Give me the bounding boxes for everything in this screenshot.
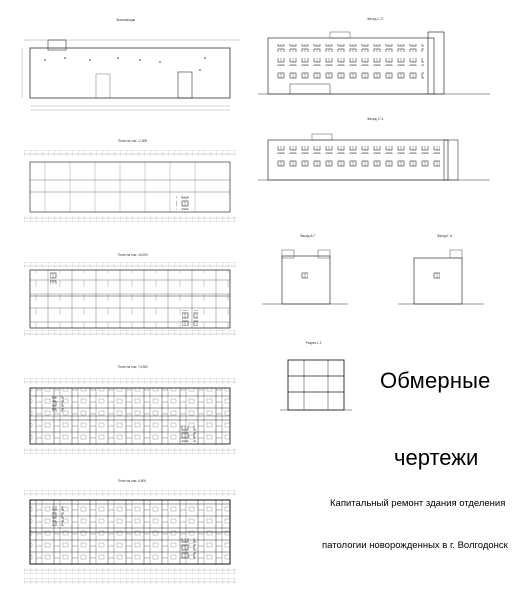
plan-basement-drawing: [24, 139, 236, 222]
facade-side-b-drawing: [398, 234, 484, 304]
subtitle-line-2: патологии новорожденных в г. Волгодонск: [322, 540, 508, 551]
title-line-1: Обмерные: [380, 368, 491, 393]
facade-main-label: Фасад 1-17: [367, 17, 384, 21]
subtitle-line-1: Капитальный ремонт здания отделения: [330, 498, 506, 509]
title-line-2: чертежи: [394, 445, 479, 470]
section-drawing: [280, 341, 352, 410]
facade-side-b-label: Фасад Г-А: [437, 234, 453, 238]
plan-ground-drawing: [24, 253, 236, 336]
plan-first-label: План на отм. +3,300: [118, 365, 148, 369]
facade-side-a-label: Фасад А-Г: [300, 234, 316, 238]
plan-first-drawing: [24, 365, 236, 454]
roof-plan-label: Экспликация: [116, 18, 136, 22]
facade-rear-drawing: [258, 117, 490, 180]
plan-second-drawing: [24, 479, 236, 584]
facade-side-a-drawing: [262, 234, 348, 304]
facade-main-drawing: [258, 17, 490, 94]
plan-ground-label: План на отм. ±0,000: [118, 253, 148, 257]
plan-basement-label: План на отм. -2,500: [118, 139, 148, 143]
plan-second-label: План на отм. 6,600: [118, 479, 147, 483]
facade-rear-label: Фасад 17-1: [367, 117, 384, 121]
roof-plan-drawing: [22, 18, 240, 110]
section-label: Разрез 1-1: [306, 341, 322, 345]
